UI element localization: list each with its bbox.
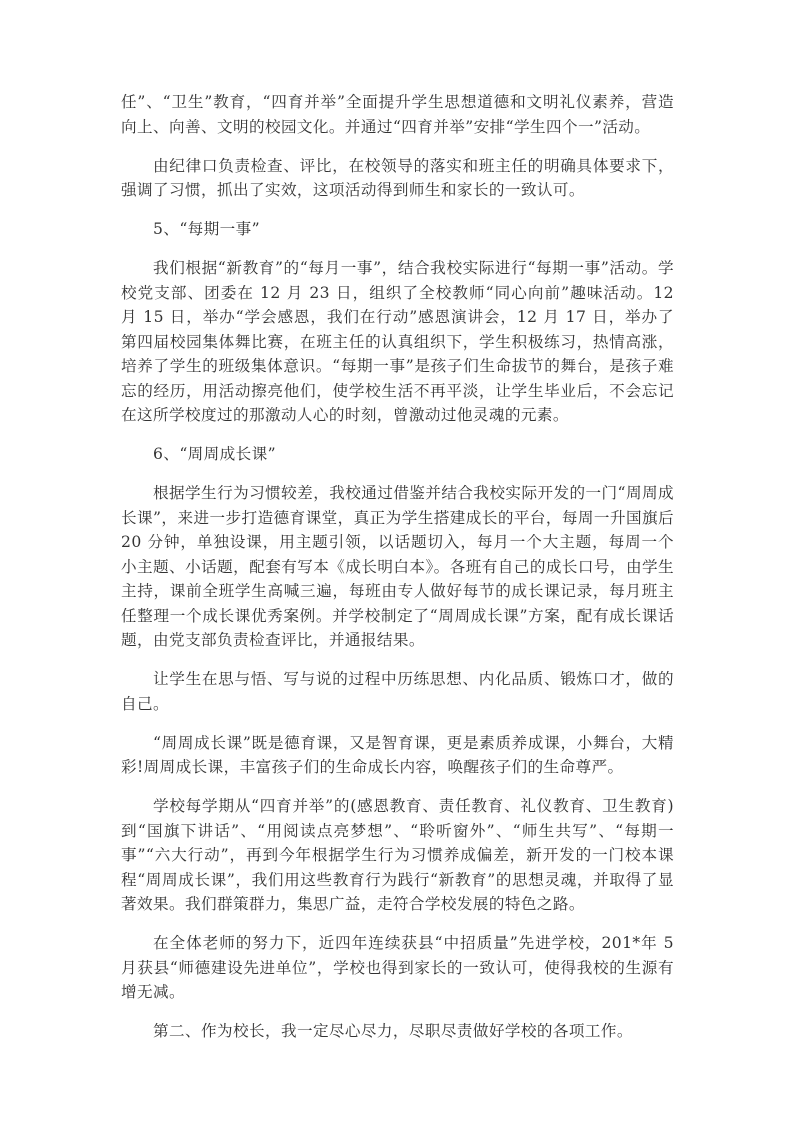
paragraph-student-reflection: 让学生在思与悟、写与说的过程中历练思想、内化品质、锻炼口才，做的自己。 [121, 670, 674, 713]
document-page [121, 90, 674, 1058]
section-heading-6: 6、“周周成长课” [153, 445, 277, 463]
paragraph-discipline-check: 由纪律口负责检查、评比，在校领导的落实和班主任的明确具体要求下，强调了习惯，抓出了实效，这项活动得到师生和家长的一致认可。 [121, 156, 674, 199]
paragraph-continuation: 任”、“卫生”教育，“四育并举”全面提升学生思想道德和文明礼仪素养，营造向上、向善、文明的校园文化。并通过“四育并举”安排“学生四个一”活动。 [121, 93, 674, 136]
paragraph-school-programs: 学校每学期从“四育并举”的(感恩教育、责任教育、礼仪教育、卫生教育)到“国旗下讲话”、“用阅读点亮梦想”、“聆听窗外”、“师生共写”、“每期一事”“六大行动”，再到今年根据学生行为习惯养成偏差，新开发的一门校本课程“周周成长课”，我们用这些教育行为践行“新教育”的思想灵魂，并取得了显著效果。我们群策群力，集思广益，走符合学校发展的特色之路。 [121, 797, 674, 913]
paragraph-each-term-one-event: 我们根据“新教育”的“每月一事”，结合我校实际进行“每期一事”活动。学校党支部、团委在 12 月 23 日，组织了全校教师“同心向前”趣味活动。12 月 15 日，举办“学会感恩，我们在行动”感恩演讲会，12 月 17 日，举办了第四届校园集体舞比赛，在班主任的认真组织下，学生积极练习，热情高涨，培养了学生的班级集体意识。“每期一事”是孩子们生命拔节的舞台，是孩子难忘的经历，用活动擦亮他们，使学校生活不再平淡，让学生毕业后，不会忘记在这所学校度过的那激动人心的时刻，曾激动过他灵魂的元素。 [121, 259, 674, 424]
paragraph-growth-class-summary: “周周成长课”既是德育课，又是智育课，更是素质养成课，小舞台，大精彩!周周成长课，丰富孩子们的生命成长内容，唤醒孩子们的生命尊严。 [121, 733, 674, 776]
paragraph-achievements: 在全体老师的努力下，近四年连续获县“中招质量”先进学校，201*年 5 月获县“师德建设先进单位”，学校也得到家长的一致认可，使得我校的生源有增无减。 [121, 934, 674, 1001]
section-heading-5: 5、“每期一事” [153, 220, 261, 238]
paragraph-second-point: 第二、作为校长，我一定尽心尽力，尽职尽责做好学校的各项工作。 [153, 1022, 633, 1040]
paragraph-weekly-growth-class: 根据学生行为习惯较差，我校通过借鉴并结合我校实际开发的一门“周周成长课”，来进一步打造德育课堂，真正为学生搭建成长的平台，每周一升国旗后 20 分钟，单独设课，用主题引领，以话题切入，每月一个大主题，每周一个小主题、小话题，配套有写本《成长明白本》。各班有自己的成长口号，由学生主持，课前全班学生高喊三遍，每班由专人做好每节的成长课记录，每月班主任整理一个成长课优秀案例。并学校制定了“周周成长课”方案，配有成长课话题，由党支部负责检查评比，并通报结果。 [121, 484, 674, 649]
